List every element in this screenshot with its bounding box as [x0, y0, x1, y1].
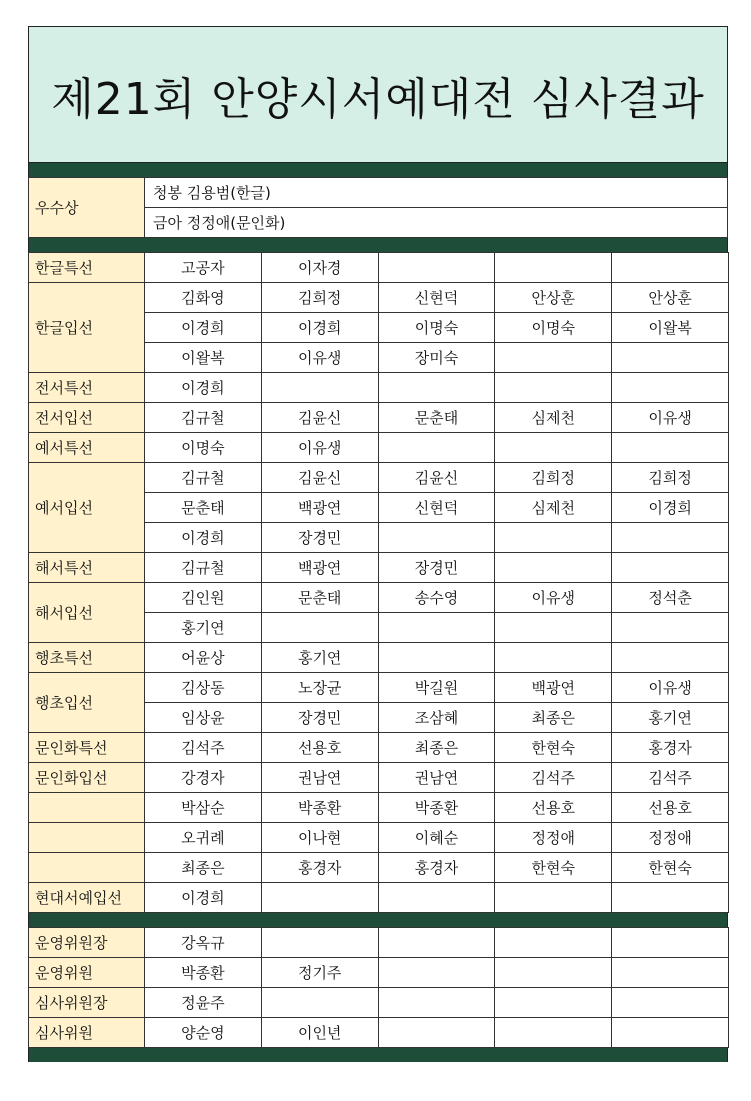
name-cell	[261, 988, 378, 1018]
table-row	[29, 883, 729, 913]
separator-bar	[28, 1048, 728, 1062]
name-cell	[495, 883, 612, 913]
name-cell	[612, 253, 729, 283]
table-row	[29, 553, 729, 583]
table-row	[29, 673, 729, 703]
name-cell: 김석주	[495, 763, 612, 793]
name-cell: 김인원	[145, 583, 262, 613]
name-cell	[495, 643, 612, 673]
name-cell: 홍기연	[612, 703, 729, 733]
name-cell: 이경희	[145, 523, 262, 553]
name-cell: 박길원	[378, 673, 495, 703]
name-cell: 이유생	[261, 433, 378, 463]
name-cell: 이경희	[145, 313, 262, 343]
name-cell	[495, 343, 612, 373]
name-cell: 정기주	[261, 958, 378, 988]
name-cell: 홍경자	[261, 853, 378, 883]
category-cell: 행초입선	[29, 673, 145, 733]
name-cell: 안상훈	[495, 283, 612, 313]
name-cell: 고공자	[145, 253, 262, 283]
name-cell: 정석춘	[612, 583, 729, 613]
table-row	[29, 733, 729, 763]
name-cell: 김규철	[145, 403, 262, 433]
name-cell: 정윤주	[145, 988, 262, 1018]
name-cell	[378, 883, 495, 913]
name-cell	[612, 928, 729, 958]
name-cell: 문춘태	[145, 493, 262, 523]
name-cell: 홍기연	[261, 643, 378, 673]
category-cell: 행초특선	[29, 643, 145, 673]
name-cell	[378, 613, 495, 643]
name-cell: 이경희	[145, 883, 262, 913]
name-cell: 송수영	[378, 583, 495, 613]
name-cell	[261, 883, 378, 913]
name-cell: 노장균	[261, 673, 378, 703]
name-cell: 홍경자	[378, 853, 495, 883]
name-cell: 선용호	[495, 793, 612, 823]
winner-cell: 금아 정정애(문인화)	[145, 208, 728, 238]
name-cell: 김희정	[261, 283, 378, 313]
table-row	[29, 403, 729, 433]
name-cell: 최종은	[378, 733, 495, 763]
name-cell: 이유생	[612, 673, 729, 703]
name-cell: 정정애	[495, 823, 612, 853]
name-cell	[378, 1018, 495, 1048]
name-cell: 박종환	[261, 793, 378, 823]
table-row	[29, 253, 729, 283]
table-row	[29, 178, 728, 208]
name-cell: 이경희	[612, 493, 729, 523]
name-cell: 박삼순	[145, 793, 262, 823]
name-cell	[378, 643, 495, 673]
name-cell: 최종은	[145, 853, 262, 883]
name-cell: 이경희	[145, 373, 262, 403]
table-row	[29, 1018, 729, 1048]
name-cell: 김윤신	[261, 403, 378, 433]
name-cell: 한현숙	[495, 853, 612, 883]
name-cell	[495, 958, 612, 988]
category-cell: 운영위원장	[29, 928, 145, 958]
name-cell: 장경민	[378, 553, 495, 583]
name-cell: 백광연	[261, 553, 378, 583]
separator-bar	[28, 163, 728, 177]
name-cell: 이자경	[261, 253, 378, 283]
title-box	[28, 26, 728, 163]
excellence-table	[28, 177, 728, 238]
name-cell	[612, 343, 729, 373]
table-row	[29, 988, 729, 1018]
name-cell: 어윤상	[145, 643, 262, 673]
category-cell	[29, 853, 145, 883]
name-cell	[495, 433, 612, 463]
category-cell: 문인화입선	[29, 763, 145, 793]
table-row	[29, 433, 729, 463]
name-cell: 이왈복	[145, 343, 262, 373]
name-cell: 이유생	[495, 583, 612, 613]
name-cell: 박종환	[145, 958, 262, 988]
category-cell: 해서입선	[29, 583, 145, 643]
name-cell	[378, 523, 495, 553]
name-cell: 김석주	[612, 763, 729, 793]
name-cell: 심제천	[495, 493, 612, 523]
name-cell: 최종은	[495, 703, 612, 733]
name-cell: 김화영	[145, 283, 262, 313]
category-cell: 현대서예입선	[29, 883, 145, 913]
name-cell	[378, 928, 495, 958]
name-cell	[378, 253, 495, 283]
name-cell	[612, 988, 729, 1018]
table-row	[29, 928, 729, 958]
name-cell: 김희정	[612, 463, 729, 493]
name-cell	[495, 988, 612, 1018]
name-cell: 이인년	[261, 1018, 378, 1048]
category-cell: 우수상	[29, 178, 145, 238]
name-cell	[495, 1018, 612, 1048]
name-cell: 권남연	[261, 763, 378, 793]
name-cell: 장경민	[261, 703, 378, 733]
name-cell: 강옥규	[145, 928, 262, 958]
name-cell	[261, 373, 378, 403]
name-cell: 이유생	[261, 343, 378, 373]
name-cell: 신현덕	[378, 283, 495, 313]
results-sheet	[28, 26, 728, 1062]
name-cell	[612, 958, 729, 988]
name-cell	[495, 253, 612, 283]
name-cell	[612, 613, 729, 643]
name-cell: 박종환	[378, 793, 495, 823]
name-cell	[612, 433, 729, 463]
name-cell	[612, 883, 729, 913]
name-cell: 백광연	[261, 493, 378, 523]
name-cell	[495, 928, 612, 958]
name-cell: 오귀례	[145, 823, 262, 853]
name-cell: 이나현	[261, 823, 378, 853]
name-cell	[612, 553, 729, 583]
table-row	[29, 463, 729, 493]
category-cell: 문인화특선	[29, 733, 145, 763]
name-cell: 한현숙	[495, 733, 612, 763]
name-cell: 심제천	[495, 403, 612, 433]
name-cell: 강경자	[145, 763, 262, 793]
category-cell: 심사위원	[29, 1018, 145, 1048]
name-cell: 선용호	[612, 793, 729, 823]
name-cell	[378, 433, 495, 463]
name-cell: 김희정	[495, 463, 612, 493]
name-cell: 김규철	[145, 553, 262, 583]
name-cell	[612, 373, 729, 403]
name-cell: 이경희	[261, 313, 378, 343]
name-cell	[378, 988, 495, 1018]
name-cell: 김상동	[145, 673, 262, 703]
name-cell: 조삼혜	[378, 703, 495, 733]
name-cell: 권남연	[378, 763, 495, 793]
category-cell	[29, 793, 145, 823]
name-cell: 김석주	[145, 733, 262, 763]
separator-bar	[28, 913, 728, 927]
category-cell: 심사위원장	[29, 988, 145, 1018]
table-row	[29, 373, 729, 403]
name-cell: 홍경자	[612, 733, 729, 763]
name-cell: 백광연	[495, 673, 612, 703]
name-cell: 임상윤	[145, 703, 262, 733]
name-cell: 이명숙	[495, 313, 612, 343]
results-table	[28, 252, 729, 913]
page-title: 제21회 안양시서예대전 심사결과	[51, 73, 705, 125]
name-cell: 신현덕	[378, 493, 495, 523]
name-cell	[612, 643, 729, 673]
name-cell	[378, 958, 495, 988]
name-cell: 문춘태	[378, 403, 495, 433]
winner-cell: 청봉 김용범(한글)	[145, 178, 728, 208]
name-cell: 선용호	[261, 733, 378, 763]
name-cell: 김윤신	[378, 463, 495, 493]
name-cell	[261, 928, 378, 958]
name-cell: 김규철	[145, 463, 262, 493]
name-cell: 이명숙	[145, 433, 262, 463]
table-row	[29, 958, 729, 988]
category-cell: 한글입선	[29, 283, 145, 373]
name-cell: 이왈복	[612, 313, 729, 343]
committee-table	[28, 927, 729, 1048]
name-cell: 안상훈	[612, 283, 729, 313]
category-cell	[29, 823, 145, 853]
name-cell	[495, 373, 612, 403]
name-cell: 양순영	[145, 1018, 262, 1048]
name-cell	[378, 373, 495, 403]
table-row	[29, 583, 729, 613]
name-cell: 정정애	[612, 823, 729, 853]
category-cell: 전서특선	[29, 373, 145, 403]
table-row	[29, 853, 729, 883]
name-cell: 문춘태	[261, 583, 378, 613]
name-cell	[261, 613, 378, 643]
category-cell: 한글특선	[29, 253, 145, 283]
category-cell: 해서특선	[29, 553, 145, 583]
name-cell	[495, 523, 612, 553]
name-cell	[612, 523, 729, 553]
table-row	[29, 643, 729, 673]
table-row	[29, 793, 729, 823]
category-cell: 예서특선	[29, 433, 145, 463]
name-cell: 장미숙	[378, 343, 495, 373]
table-row	[29, 823, 729, 853]
name-cell: 장경민	[261, 523, 378, 553]
table-row	[29, 763, 729, 793]
name-cell	[612, 1018, 729, 1048]
category-cell: 운영위원	[29, 958, 145, 988]
name-cell	[495, 613, 612, 643]
category-cell: 예서입선	[29, 463, 145, 553]
category-cell: 전서입선	[29, 403, 145, 433]
name-cell: 이혜순	[378, 823, 495, 853]
name-cell: 한현숙	[612, 853, 729, 883]
separator-bar	[28, 238, 728, 252]
name-cell	[495, 553, 612, 583]
name-cell: 이유생	[612, 403, 729, 433]
name-cell: 홍기연	[145, 613, 262, 643]
name-cell: 김윤신	[261, 463, 378, 493]
table-row	[29, 283, 729, 313]
name-cell: 이명숙	[378, 313, 495, 343]
